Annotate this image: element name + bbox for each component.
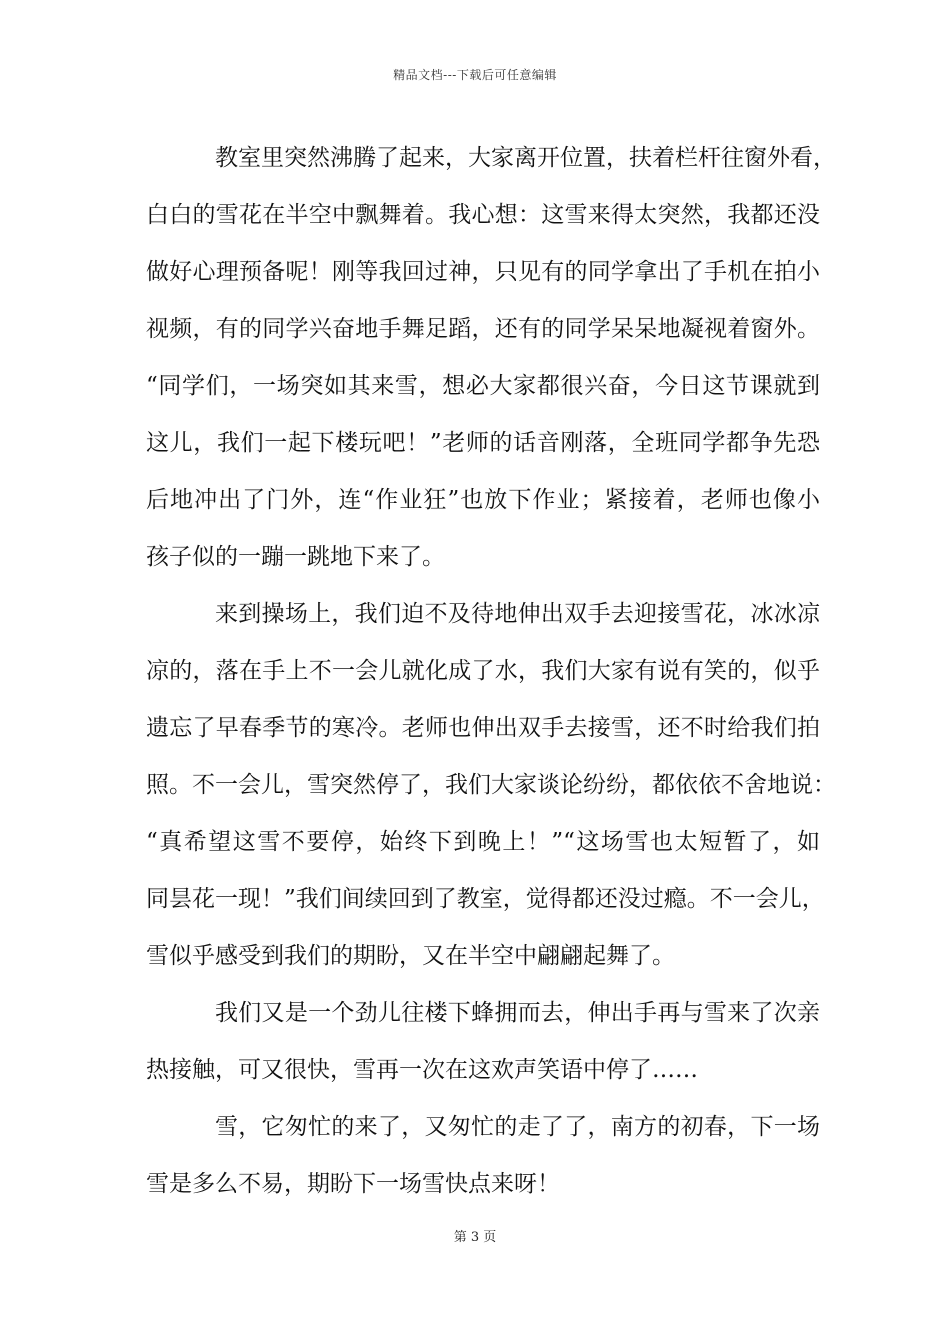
paragraph-ending xyxy=(146,1099,820,1213)
text-line: “同学们，一场突如其来雪，想必大家都很兴奋，今日这节课就到 xyxy=(146,373,820,399)
text-line: 来到操场上，我们迫不及待地伸出双手去迎接雪花，冰冰凉 xyxy=(215,601,820,627)
document-body xyxy=(146,130,836,1213)
text-line: 同昙花一现！”我们间续回到了教室，觉得都还没过瘾。不一会儿， xyxy=(146,886,825,912)
text-line: 视频，有的同学兴奋地手舞足蹈，还有的同学呆呆地凝视着窗外。 xyxy=(146,316,820,342)
text-line: 我们又是一个劲儿往楼下蜂拥而去，伸出手再与雪来了次亲 xyxy=(215,1000,820,1026)
text-line: 后地冲出了门外，连“作业狂”也放下作业；紧接着，老师也像小 xyxy=(146,487,820,513)
text-line: 雪，它匆忙的来了，又匆忙的走了了，南方的初春，下一场 xyxy=(215,1114,820,1140)
text-line: 做好心理预备呢！刚等我回过神，只见有的同学拿出了手机在拍小 xyxy=(146,259,820,285)
text-line: 教室里突然沸腾了起来，大家离开位置，扶着栏杆往窗外看， xyxy=(215,145,836,171)
text-line: 雪是多么不易，期盼下一场雪快点来呀！ xyxy=(146,1171,560,1197)
text-line: 照。不一会儿，雪突然停了，我们大家谈论纷纷，都依依不舍地说： xyxy=(146,772,836,798)
text-line: 这儿，我们一起下楼玩吧！”老师的话音刚落，全班同学都争先恐 xyxy=(146,430,820,456)
paragraph-again xyxy=(146,985,820,1099)
text-line: 凉的，落在手上不一会儿就化成了水，我们大家有说有笑的，似乎 xyxy=(146,658,820,684)
text-line: 白白的雪花在半空中飘舞着。我心想：这雪来得太突然，我都还没 xyxy=(146,202,820,228)
text-line: 雪似乎感受到我们的期盼，又在半空中翩翩起舞了。 xyxy=(146,943,675,969)
paragraph-classroom xyxy=(146,130,836,586)
text-line: “真希望这雪不要停，始终下到晚上！”“这场雪也太短暂了，如 xyxy=(146,829,820,855)
text-line: 孩子似的一蹦一跳地下来了。 xyxy=(146,544,445,570)
text-line: 热接触，可又很快，雪再一次在这欢声笑语中停了…… xyxy=(146,1057,698,1083)
page-header: 精品文档---下载后可任意编辑 xyxy=(393,68,557,82)
page-number: 第 3 页 xyxy=(453,1230,497,1245)
text-line: 遗忘了早春季节的寒冷。老师也伸出双手去接雪，还不时给我们拍 xyxy=(146,715,820,741)
paragraph-playground xyxy=(146,586,836,985)
